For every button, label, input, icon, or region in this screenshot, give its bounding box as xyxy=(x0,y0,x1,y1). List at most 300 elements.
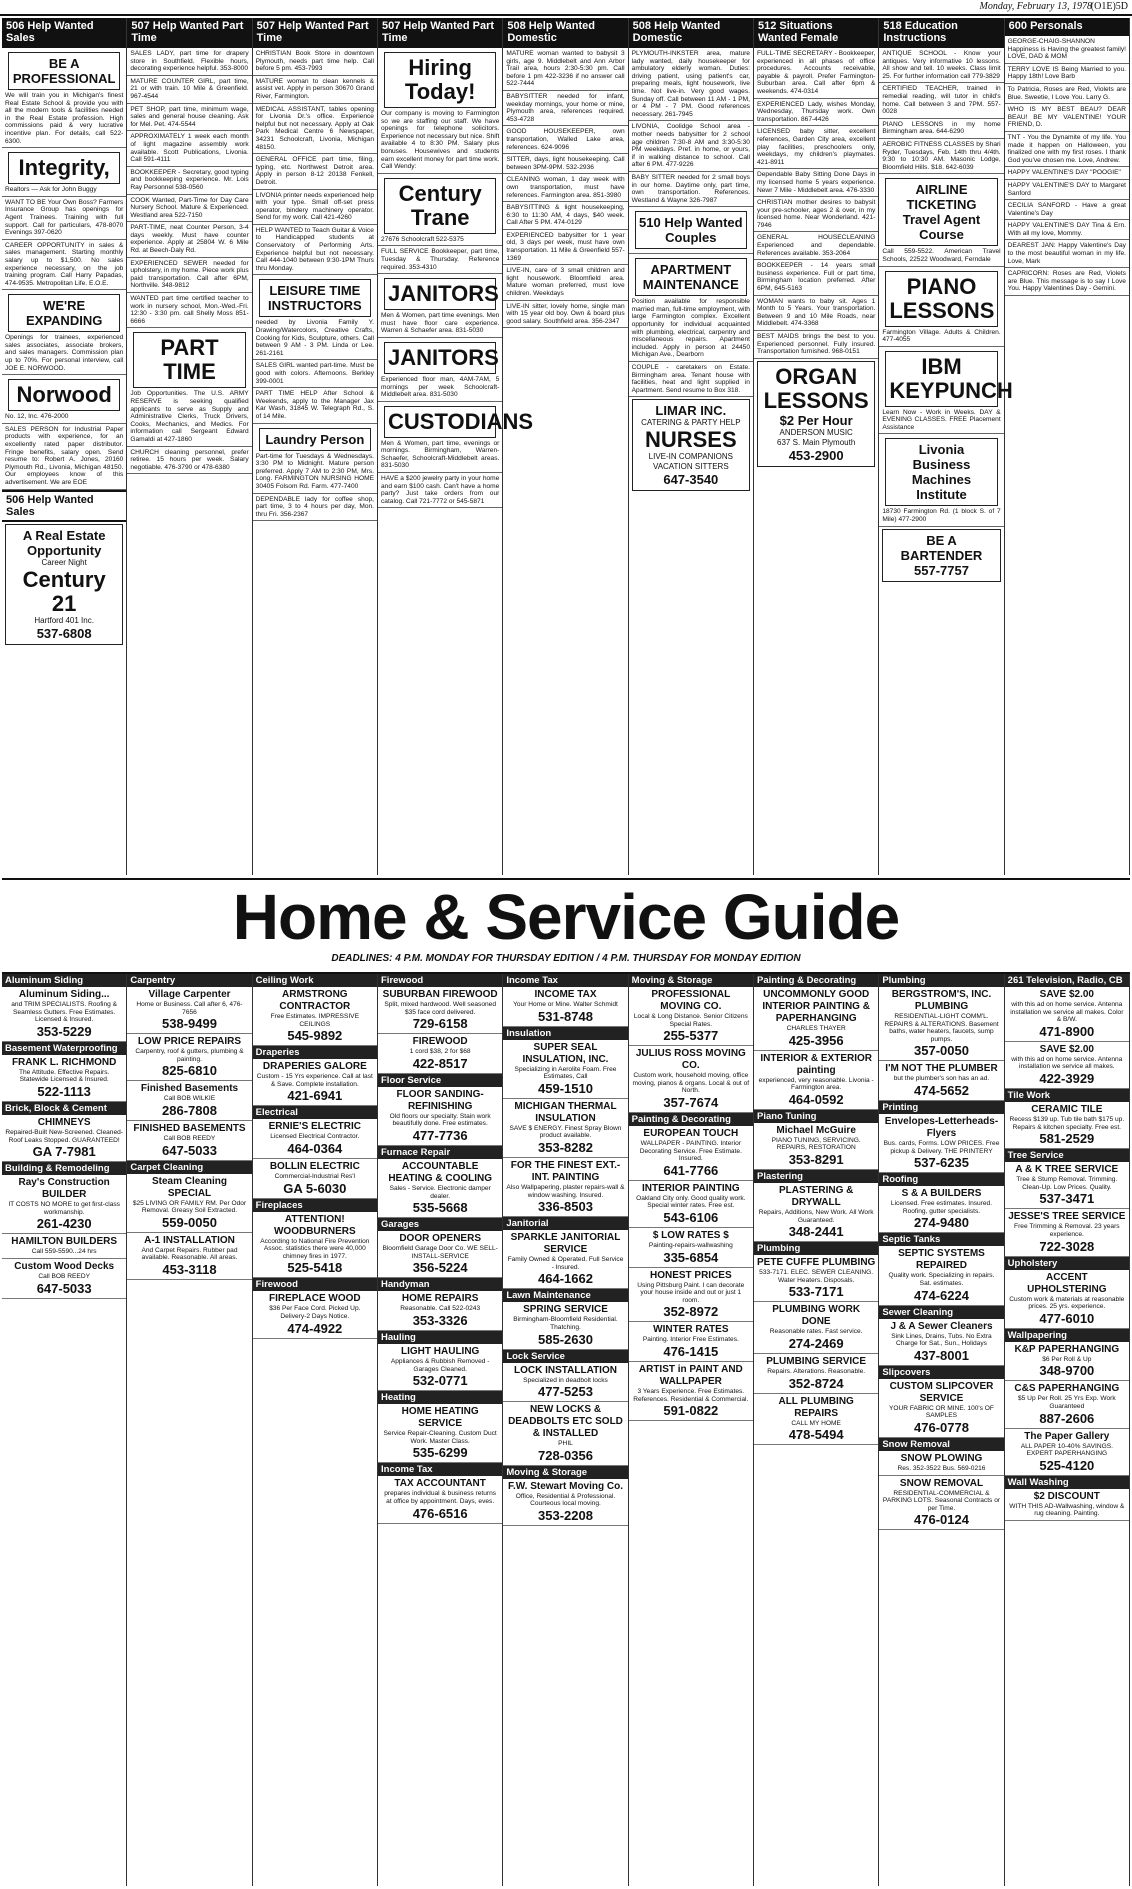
ad-text: LICENSED baby sitter, excellent references, Garden City area, excellent play facilities, preschoolers only, weekdays, my children's playmates. 421-8911 xyxy=(757,128,876,166)
service-text: RESIDENTIAL-COMMERCIAL & PARKING LOTS. Seasonal Contracts or per Time. xyxy=(882,1489,1001,1512)
realty-line2: Opportunity xyxy=(26,542,102,558)
service-name: Custom Wood Decks xyxy=(14,1260,115,1272)
ad-text: BOOKKEEPER - Secretary, good typing and bookkeeping experience. Mr. Lois Ray Personnel 538-0560 xyxy=(130,168,249,191)
organ-price: $2 Per Hour xyxy=(779,412,853,428)
service-phone: 535-5668 xyxy=(412,1200,468,1216)
column-heading: 506 Help Wanted Sales xyxy=(2,490,126,522)
service-listing xyxy=(754,1255,878,1302)
classified-ad xyxy=(378,246,502,274)
service-name: Envelopes-Letterheads-Flyers xyxy=(884,1115,999,1139)
ad-headline: JANITORS xyxy=(384,342,496,374)
service-phone: 274-2469 xyxy=(788,1335,844,1351)
issue-date: Monday, February 13, 1978 xyxy=(979,1,1092,12)
service-listing xyxy=(127,1233,251,1280)
ad-headline: Norwood xyxy=(8,379,120,411)
service-listing xyxy=(879,1476,1003,1531)
service-listing xyxy=(127,1034,251,1081)
classified-ad xyxy=(1005,220,1129,240)
service-listing xyxy=(378,1344,502,1391)
service-name: NEW LOCKS & DEADBOLTS ETC SOLD & INSTALLED xyxy=(508,1404,623,1440)
ad-text: HAPPY VALENTINE'S DAY "POOGIE" xyxy=(1007,169,1121,177)
service-name: $2 DISCOUNT xyxy=(1033,1490,1100,1502)
service-name: JULIUS ROSS MOVING CO. xyxy=(635,1048,746,1072)
nurses-title: NURSES xyxy=(644,427,737,453)
service-phone: 336-8503 xyxy=(538,1199,593,1215)
service-column xyxy=(1005,974,1130,1886)
ad-text: EXPERIENCED SEWER needed for upholstery, in my home. Piece work plus paid transportation. Call after 6PM, Northville. 348-9812 xyxy=(130,259,249,290)
classified-ad xyxy=(629,207,753,254)
ad-text: WANTED part time certified teacher to work in nursery school, Mon.-Wed.-Fri. 12:30 - 3:30 pm. call Shelly Moss 851-6666 xyxy=(130,295,249,325)
ad-text: MEDICAL ASSISTANT, tables opening for Livonia Dr.'s office. Experience helpful but not necessary. Apply at Oak Park Medical Centre 6 Newspaper, 34231 Schoolcraft, Livonia, Michigan 48150. xyxy=(255,105,374,151)
classified-ad xyxy=(503,91,627,126)
service-text: Painting-repairs-wallwashing xyxy=(648,1241,733,1249)
service-phone: 887-2606 xyxy=(1039,1410,1095,1426)
bartender-title: BE A BARTENDER xyxy=(900,532,983,563)
service-listing xyxy=(503,1158,627,1217)
service-name: SUBURBAN FIREWOOD xyxy=(382,989,498,1000)
service-name: S & A BUILDERS xyxy=(901,1188,982,1200)
service-name: LIGHT HAULING xyxy=(401,1345,480,1357)
service-name: JESSE'S TREE SERVICE xyxy=(1008,1211,1126,1223)
service-text: but the plumber's son has an ad. xyxy=(893,1075,990,1083)
ad-text: SITTER, days, light housekeeping. Call between 3PM-9PM. 532-2936 xyxy=(506,156,625,171)
banner-title: Home & Service Guide xyxy=(232,881,900,953)
classified-ad xyxy=(127,447,251,475)
ad-headline: IBM KEYPUNCH xyxy=(885,351,997,407)
classified-ad xyxy=(503,126,627,154)
service-phone: 437-8001 xyxy=(914,1347,969,1363)
organ-phone: 453-2900 xyxy=(788,447,844,463)
service-text: ALL PAPER 10-40% SAVINGS. EXPERT PAPERHANGING xyxy=(1020,1442,1113,1458)
service-listing xyxy=(503,1479,627,1526)
service-name: MICHIGAN THERMAL INSULATION xyxy=(514,1100,617,1124)
service-name: FOR THE FINEST EXT.-INT. PAINTING xyxy=(510,1159,621,1183)
service-listing xyxy=(1005,1162,1129,1209)
service-text: with this ad on home service. Antenna installation we service all makes. Color & B/W. xyxy=(1010,1001,1124,1024)
classified-column xyxy=(503,18,628,875)
service-name: WINTER RATES xyxy=(653,1324,729,1336)
service-text: Painting. Interior Free Estimates. xyxy=(642,1336,739,1344)
service-category: Lawn Maintenance xyxy=(503,1289,627,1302)
service-text: Call BOB REEDY xyxy=(163,1134,216,1142)
service-name: ACCOUNTABLE HEATING & COOLING xyxy=(388,1160,493,1184)
ad-text: TNT - You the Dynamite of my life. You made it happen on Halloween, you finalized one with my first roses. I thank God you've chosen me. Love, Andrew. xyxy=(1007,133,1126,164)
ad-text: PIANO LESSONS in my home Birmingham area. 644-6290 xyxy=(882,120,1001,136)
service-phone: 353-8282 xyxy=(538,1139,593,1155)
ad-text: MATURE woman wanted to babysit 3 girls, age 9. Middlebelt and Ann Arbor Trail area, hours 2:30-5:30 pm. Call before 1 pm 422-3236 if no answer call 522-7444 xyxy=(506,50,625,88)
service-text: Sales - Service. Electronic damper dealer. xyxy=(389,1184,491,1200)
service-name: FRANK L. RICHMOND xyxy=(11,1056,117,1068)
service-listing xyxy=(378,1476,502,1523)
ad-text: Position available for responsible married man, full-time employment, with large Farmington complex. Excellent opportunity for individual acquainted with plumbing, electrical, carpentry and miscellaneous repairs. Apartment included. Apply in person at 24450 Michigan Ave., Dearborn xyxy=(631,298,750,359)
ad-headline: Hiring Today! xyxy=(384,52,496,108)
ad-text: SALES LADY, part time for drapery store in Southfield. Flexible hours, decorating experience helpful. 353-8000 xyxy=(130,50,249,73)
classified-ad xyxy=(1005,84,1129,104)
service-text: Service Repair-Cleaning. Custom Duct Work. Master Class. xyxy=(383,1430,497,1445)
service-category: Brick, Block & Cement xyxy=(2,1102,126,1115)
service-listing xyxy=(754,1354,878,1394)
service-phone: 261-4230 xyxy=(36,1216,92,1232)
service-listing xyxy=(503,1099,627,1158)
service-phone: 255-5377 xyxy=(663,1028,719,1044)
service-text: $25 LIVING OR FAMILY RM. Per Odor Removal. Greasy Soil Extracted. xyxy=(132,1199,247,1215)
classified-ad xyxy=(629,254,753,362)
service-listing xyxy=(879,987,1003,1061)
service-phone: 825-6810 xyxy=(162,1063,217,1079)
service-category: Furnace Repair xyxy=(378,1146,502,1159)
classified-ad xyxy=(378,338,502,402)
service-text: with this ad on home service. Antenna installation we service all makes. xyxy=(1011,1055,1123,1071)
classified-ad xyxy=(1005,268,1129,296)
ad-text: CAREER OPPORTUNITY in sales & sales management. Starting monthly salary up to $1,500. No sales experience necessary, on the job training program. Call Harry Papadas, 474-9535. Metropolitan Life. E.O.E. xyxy=(5,241,124,287)
ad-text: WOMAN wants to baby sit. Ages 1 Month to 5 Years. Your transportation. Between 9 and 10 Mile Roads, near Middlebelt. 474-3368 xyxy=(757,297,876,328)
service-phone: 474-6224 xyxy=(914,1287,969,1303)
classified-ad xyxy=(629,172,753,207)
service-text: PIANO TUNING, SERVICING. REPAIRS, RESTORATION xyxy=(771,1136,861,1152)
realty-display-ad xyxy=(5,524,123,645)
service-category: Septic Tanks xyxy=(879,1233,1003,1246)
classified-ad xyxy=(503,265,627,300)
ad-headline: CUSTODIANS xyxy=(384,406,496,438)
classified-ad xyxy=(253,225,377,276)
classified-column xyxy=(1005,18,1130,875)
service-category: Upholstery xyxy=(1005,1257,1129,1270)
service-category: Wallpapering xyxy=(1005,1329,1129,1342)
classified-columns xyxy=(2,18,1130,875)
service-text: SAVE $ ENERGY. Finest Spray Blown product available. xyxy=(509,1124,622,1140)
classified-ad xyxy=(378,48,502,174)
service-name: LOCK INSTALLATION xyxy=(514,1364,617,1376)
service-category: Plumbing xyxy=(879,974,1003,987)
service-listing xyxy=(879,1246,1003,1305)
service-listing xyxy=(378,1034,502,1074)
ad-text: 18730 Farmington Rd. (1 block S. of 7 Mile) 477-2900 xyxy=(882,508,1001,524)
classified-ad xyxy=(2,424,126,490)
service-listing xyxy=(879,1061,1003,1101)
classified-ad xyxy=(879,267,1003,347)
ad-text: WHO IS MY BEST BEAU? DEAR BEAU! BE MY VALENTINE! YOUR FRIEND, D. xyxy=(1007,106,1126,129)
service-listing xyxy=(1005,987,1129,1042)
service-listing xyxy=(879,1451,1003,1476)
service-text: $5 Up Per Roll. 25 Yrs Exp. Work Guaranteed xyxy=(1018,1395,1116,1410)
service-listing xyxy=(1005,1429,1129,1476)
classified-ad xyxy=(127,195,251,223)
ad-text: Job Opportunities. The U.S. ARMY RESERVE is seeking qualified applicants to serve as Supply and Administrative Clerks, Truck Drivers, Cooks, Mechanics, and Medics. For information call Sergeant Edward Gamaldi at 427-1860 xyxy=(130,390,249,443)
service-name: SEPTIC SYSTEMS REPAIRED xyxy=(898,1248,985,1272)
realty-address: Hartford 401 Inc. xyxy=(34,615,94,625)
service-text: Repaired-Built New-Screened. Cleaned-Roof Leaks Stopped. GUARANTEED! xyxy=(5,1128,123,1144)
ad-text: No. 12, Inc. 476-2000 xyxy=(5,413,69,421)
service-phone: 476-0124 xyxy=(914,1512,969,1528)
column-heading: 518 Education Instructions xyxy=(879,18,1003,48)
ad-headline: PART TIME xyxy=(133,332,245,388)
classified-ad xyxy=(378,402,534,473)
ad-headline: Livonia Business Machines Institute xyxy=(885,438,997,506)
service-listing xyxy=(2,1234,126,1259)
service-text: prepares individual & business returns at office by appointment. Days, eves. xyxy=(384,1490,497,1505)
service-listing xyxy=(253,1059,377,1106)
service-phone: 474-4922 xyxy=(287,1320,343,1336)
ad-text: CHURCH cleaning personnel, prefer retiree. 15 hours per week. Salary negotiable. 476-3790 or 478-6380 xyxy=(130,448,249,471)
classified-column xyxy=(2,18,127,875)
service-text: Oakland City only. Good quality work. Special winter rates. Free est. xyxy=(636,1194,746,1210)
ad-text: HAPPY VALENTINE'S DAY Tina & Ern. With all my love, Mommy. xyxy=(1007,222,1126,237)
service-category: Income Tax xyxy=(503,974,627,987)
service-text: The Attitude. Effective Repairs. Statewide Licensed & Insured. xyxy=(18,1068,110,1084)
service-name: F.W. Stewart Moving Co. xyxy=(507,1480,623,1492)
service-phone: 728-0356 xyxy=(538,1447,593,1463)
classified-ad xyxy=(378,174,502,247)
classified-ad xyxy=(754,126,878,169)
ad-headline: Integrity, xyxy=(8,152,120,184)
ad-text: EXPERIENCED Lady, wishes Monday, Wednesday, Thursday work. Own transportation. 867-4426 xyxy=(757,100,876,123)
service-text: Recess $139 up. Tub tile bath $175 up. Repairs & kitchen specialty. Free est. xyxy=(1009,1115,1125,1131)
service-category: Firewood xyxy=(253,1278,377,1291)
service-text: And Carpet Repairs. Rubber pad available. Reasonable. All areas. xyxy=(141,1246,238,1262)
service-column xyxy=(2,974,127,1886)
service-phone: 422-3929 xyxy=(1039,1070,1095,1086)
ad-text: BABYSITTING & light housekeeping, 6:30 to 11:30 AM, 4 days, $40 week. Call After 5 PM. 474-0129 xyxy=(506,204,625,227)
classified-ad xyxy=(754,197,878,232)
service-name: HOME REPAIRS xyxy=(401,1293,479,1305)
ad-text: BABYSITTER needed for infant, weekday mornings, your home or mine, Plymouth area, references required. 453-4728 xyxy=(506,92,625,123)
classified-ad xyxy=(879,119,1003,139)
service-phone: 474-5652 xyxy=(914,1082,969,1098)
service-name: A & K TREE SERVICE xyxy=(1015,1164,1119,1176)
service-text: Split, mixed hardwood. Well seasoned $35 face cord delivered. xyxy=(384,1001,496,1016)
organ-display-ad xyxy=(757,361,875,467)
service-category: Fireplaces xyxy=(253,1199,377,1212)
service-category: 261 Television, Radio, CB xyxy=(1005,974,1129,987)
service-name: K&P PAPERHANGING xyxy=(1014,1343,1120,1355)
classified-ad xyxy=(879,83,1003,118)
service-text: Family Owned & Operated. Full Service - Insured. xyxy=(507,1256,624,1271)
ad-text: AEROBIC FITNESS CLASSES by Shari Ryder, Tuesdays, Feb. 14th thru 4/4th. 9:30 to 10:30 AM. Masonic Lodge, Bloomfield Hills. $18. 642-6039 xyxy=(882,140,1001,171)
service-listing xyxy=(503,1230,627,1289)
service-name: ACCENT UPHOLSTERING xyxy=(1027,1271,1107,1295)
service-name: SNOW PLOWING xyxy=(900,1452,983,1464)
service-category: Aluminum Siding xyxy=(2,974,126,987)
service-listing xyxy=(754,1123,878,1170)
service-category: Roofing xyxy=(879,1173,1003,1186)
service-column xyxy=(503,974,628,1886)
service-listing xyxy=(629,1268,753,1323)
classified-ad xyxy=(127,293,251,328)
service-phone: 538-9499 xyxy=(162,1016,217,1032)
service-phone: 353-3326 xyxy=(412,1312,468,1328)
service-name: DRAPERIES GALORE xyxy=(262,1061,367,1073)
ad-text: 27676 Schoolcraft 522-5375 xyxy=(381,235,464,243)
ad-text: Farmington Village. Adults & Children. 477-4055 xyxy=(882,328,1001,344)
classified-ad xyxy=(127,328,251,446)
ad-text: Our company is moving to Farmington so we are staffing our staff. We have openings for telephone solicitors. Experience not necessary but nice. Shift available 4 to 8:30 PM. Salary plus bonuses. Housewives and students earn excellent money for part time work. Call Wendy: xyxy=(381,110,500,171)
ad-headline: WE'RE EXPANDING xyxy=(8,294,120,332)
service-phone: 464-0364 xyxy=(287,1140,343,1156)
nurses-display-ad xyxy=(632,399,750,491)
service-phone: 543-6106 xyxy=(663,1209,719,1225)
service-category: Heating xyxy=(378,1391,502,1404)
service-phone: 477-6010 xyxy=(1039,1310,1095,1326)
service-listing xyxy=(2,987,126,1042)
classified-ad xyxy=(503,154,627,174)
ad-headline: LEISURE TIME INSTRUCTORS xyxy=(259,279,371,317)
service-phone: 464-0592 xyxy=(788,1091,844,1107)
service-name: TAX ACCOUNTANT xyxy=(394,1478,486,1490)
classified-ad xyxy=(253,154,377,189)
service-category: Painting & Decorating xyxy=(629,1113,753,1126)
service-phone: 425-3956 xyxy=(788,1032,844,1048)
service-listing xyxy=(1005,1102,1129,1149)
service-text: Commercial-Industrial Res'l xyxy=(274,1172,356,1180)
service-text: Bus. cards, Forms. LOW PRICES. Free pickup & Delivery. THE PRINTERY xyxy=(883,1139,1000,1155)
classified-ad xyxy=(127,167,251,195)
service-listing xyxy=(629,1126,753,1181)
service-text: Repairs, Additions, New Work. All Work Guaranteed. xyxy=(758,1208,874,1224)
ad-text: Call 559-5522. American Travel Schools, 22522 Woodward, Ferndale xyxy=(882,248,1001,263)
classified-column xyxy=(127,18,252,875)
service-guide-columns xyxy=(2,974,1130,1886)
service-text: Reasonable rates. Fast service. xyxy=(769,1328,863,1336)
service-listing xyxy=(378,1159,502,1218)
service-listing xyxy=(629,1228,753,1268)
classified-column xyxy=(754,18,879,875)
service-category: Plastering xyxy=(754,1170,878,1183)
service-phone: 353-8291 xyxy=(788,1151,844,1167)
ad-text: Dependable Baby Sitting Done Days in my licensed home 5 years experience. Newr 7 Mile - Middlebelt area. 476-3330 xyxy=(757,171,876,194)
service-name: FINISHED BASEMENTS xyxy=(133,1122,246,1134)
classified-ad xyxy=(253,48,377,76)
service-phone: 352-8972 xyxy=(663,1304,719,1320)
service-phone: 477-5253 xyxy=(538,1384,593,1400)
ad-text: We will train you in Michigan's finest Real Estate School & provide you with all the modern tools & facilities needed in the Real Estate profession. High commissions paid & very lucrative incentive plan. For details, call 522-6300. xyxy=(5,92,124,145)
service-text: Call BOB WILKIE xyxy=(163,1095,216,1103)
service-listing xyxy=(127,1174,251,1233)
service-phone: 537-3471 xyxy=(1039,1191,1095,1207)
service-listing xyxy=(378,1404,502,1463)
service-text: Bloomfield Garage Door Co. WE SELL-INSTALL-SERVICE xyxy=(382,1245,498,1260)
service-listing xyxy=(503,1363,627,1403)
classified-ad xyxy=(629,48,753,121)
service-name: ARMSTRONG CONTRACTOR xyxy=(279,989,351,1012)
service-listing xyxy=(503,987,627,1027)
classified-ad xyxy=(127,76,251,104)
service-text: $36 Per Face Cord. Picked Up. Delivery-2 Days Notice. xyxy=(269,1305,361,1320)
service-phone: 525-4120 xyxy=(1039,1457,1095,1473)
ad-text: FULL-TIME SECRETARY - Bookkeeper, experienced in all phases of office procedures. Accounts receivable, payable & payroll. Prefer Farmington-Suburban area. Call after 6pm & weekends. 474-0314 xyxy=(757,50,876,95)
service-category: Hauling xyxy=(378,1331,502,1344)
organ-school: ANDERSON MUSIC xyxy=(779,427,853,437)
service-name: INTERIOR PAINTING xyxy=(642,1182,740,1194)
organ-address: 637 S. Main Plymouth xyxy=(777,437,856,447)
classified-ad xyxy=(2,48,126,148)
service-phone: 532-0771 xyxy=(412,1373,468,1389)
service-listing xyxy=(2,1259,126,1299)
service-name: INCOME TAX xyxy=(534,989,597,1000)
service-phone: 353-5229 xyxy=(36,1023,92,1039)
nurses-phone: 647-3540 xyxy=(663,472,719,488)
column-heading: 506 Help Wanted Sales xyxy=(2,18,126,48)
service-phone: 559-0050 xyxy=(162,1214,217,1230)
service-listing xyxy=(629,1181,753,1228)
classified-ad xyxy=(879,434,1003,526)
service-listing xyxy=(879,1186,1003,1233)
service-listing xyxy=(879,1114,1003,1173)
service-text: Repairs. Alterations. Reasonable. xyxy=(767,1367,866,1375)
classified-ad xyxy=(253,388,377,423)
classified-ad xyxy=(879,174,1003,266)
ad-text: BABY SITTER needed for 2 small boys in our home. Daytime only, part time, own transportation. References. Westland & Wayne 326-7987 xyxy=(631,173,750,204)
service-category: Piano Tuning xyxy=(754,1110,878,1123)
ad-headline: BE A PROFESSIONAL xyxy=(8,52,120,90)
ad-text: MATURE COUNTER GIRL, part time, 21 or with train. 10 Mile & Greenfield. 967-4544 xyxy=(130,77,249,100)
service-column xyxy=(253,974,378,1886)
service-name: SPARKLE JANITORIAL SERVICE xyxy=(510,1232,621,1256)
service-name: I'M NOT THE PLUMBER xyxy=(885,1063,998,1075)
service-name: INTERIOR & EXTERIOR painting xyxy=(760,1052,872,1076)
ad-text: TERRY LOVE IS Being Married to you. Happy 18th! Love Barb xyxy=(1007,65,1126,81)
classified-ad xyxy=(1005,104,1129,132)
ad-text: CECILIA SANFORD - Have a great Valentine's Day xyxy=(1007,202,1126,217)
service-text: Tree & Stump Removal. Trimming. Clean-Up. Low Prices. Quality. xyxy=(1016,1176,1118,1191)
ad-text: LIVONIA printer needs experienced help with your type. Small off-set press operator, bindery machinery operator. Send for my work. Call 421-4260 xyxy=(255,191,374,222)
service-listing xyxy=(503,1402,627,1466)
service-text: Office, Residential & Professional. Courteous local moving. xyxy=(515,1492,616,1508)
classified-ad xyxy=(503,301,627,329)
classified-ad xyxy=(754,331,878,359)
service-listing xyxy=(253,1159,377,1199)
ad-text: GENERAL HOUSECLEANING Experienced and dependable. References available. 353-2064 xyxy=(757,234,876,257)
ad-text: needed by Livonia Family Y. Drawing/Watercolors, Creative Crafts, Cooking for Kids, Sculpture, others. Call between 9 AM - 3 PM. Linda or Lee. 261-2161 xyxy=(255,319,374,357)
classified-ad xyxy=(879,48,1003,83)
ad-text: PART-TIME, neat Counter Person, 3-4 days weekly. Must have counter experience. Apply at 25804 W. 6 Mile Rd. at Beech-Daly Rd. xyxy=(130,224,249,255)
service-phone: 478-5494 xyxy=(788,1427,844,1443)
service-name: BOLLIN ELECTRIC xyxy=(269,1160,360,1172)
service-phone: 476-6516 xyxy=(412,1505,468,1521)
service-name: CHIMNEYS xyxy=(37,1116,91,1128)
service-phone: 471-8900 xyxy=(1039,1023,1095,1039)
ad-text: COOK Wanted, Part-Time for Day Care Nursery School. Mature & Experienced. Westland area 522-7150 xyxy=(130,196,249,219)
service-phone: 274-9480 xyxy=(914,1215,969,1231)
service-category: Tree Service xyxy=(1005,1149,1129,1162)
classified-ad xyxy=(378,473,502,508)
service-name: ALL PLUMBING REPAIRS xyxy=(778,1395,854,1419)
service-text: Specializing in Aerolite Foam. Free Estimates, Call xyxy=(514,1065,617,1081)
service-text: Old floors our specialty. Stain work beautifully done. Free estimates. xyxy=(389,1112,491,1128)
classified-column xyxy=(253,18,378,875)
service-category: Tile Work xyxy=(1005,1089,1129,1102)
service-text: IT COSTS NO MORE to get first-class workmanship. xyxy=(8,1201,120,1216)
realty-line1: A Real Estate xyxy=(22,527,106,543)
service-category: Garages xyxy=(378,1218,502,1231)
ad-text: LIVONIA, Coolidge School area - mother needs babysitter for 2 school age children 7:30-8 AM and 3:30-5:30 PM weekdays. Pref. in home, or yours, if in walking distance to school. Call after 6 PM. 477-9226 xyxy=(631,123,750,169)
service-phone: 422-8517 xyxy=(412,1055,468,1071)
service-category: Carpentry xyxy=(127,974,251,987)
column-heading: 508 Help Wanted Domestic xyxy=(503,18,627,48)
service-listing xyxy=(2,1175,126,1234)
service-name: Finished Basements xyxy=(140,1083,239,1095)
service-phone: 477-7736 xyxy=(412,1127,468,1143)
classified-ad xyxy=(2,240,126,291)
classified-ad xyxy=(1005,64,1129,84)
service-category: Insulation xyxy=(503,1027,627,1040)
ad-headline: Century Trane xyxy=(384,178,496,234)
service-text: 533-7171. ELEC. SEWER CLEANING. Water Heaters. Disposals. xyxy=(759,1269,874,1284)
classified-ad xyxy=(754,232,878,260)
service-name: ATTENTION! WOODBURNERS xyxy=(273,1213,356,1237)
service-listing xyxy=(2,1115,126,1162)
service-text: YOUR FABRIC OR MINE. 100's OF SAMPLES xyxy=(889,1404,994,1420)
ad-text: HAVE a $200 jewelry party in your home and earn $100 cash. Can't have a home party? Just take orders from our catalog. Call 721-7772 or 545-5871 xyxy=(381,475,500,505)
